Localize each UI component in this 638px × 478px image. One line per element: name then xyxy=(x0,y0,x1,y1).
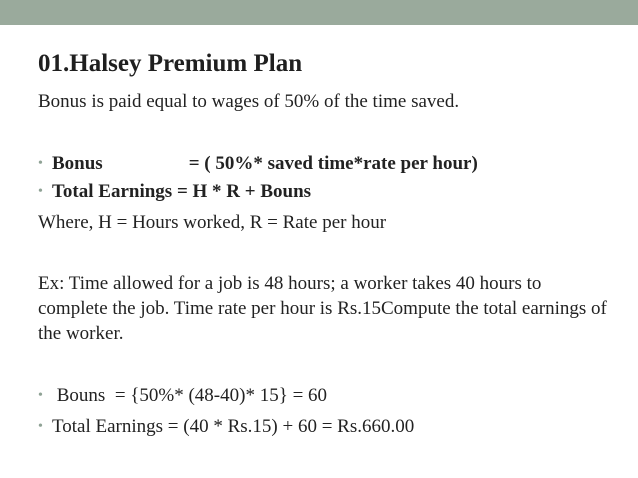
formula-bonus-label: Bonus xyxy=(52,153,103,174)
slide-title: 01.Halsey Premium Plan xyxy=(38,50,303,77)
formula-total-expression: = H * R + Bouns xyxy=(176,181,312,202)
formula-bonus-expression: = ( 50%* saved time*rate per hour) xyxy=(188,153,478,174)
formula-total-earnings xyxy=(38,180,311,203)
bullet-icon: • xyxy=(38,419,43,434)
result-bonus-text: Bouns = {50%* (48-40)* 15} = 60 xyxy=(52,385,328,406)
top-accent-bar xyxy=(0,0,638,25)
where-text: Where, H = Hours worked, R = Rate per hour xyxy=(38,212,387,233)
formula-bonus xyxy=(38,152,478,175)
bullet-icon: • xyxy=(38,184,43,199)
result-total-text: Total Earnings = (40 * Rs.15) + 60 = Rs.660.00 xyxy=(52,416,415,437)
bullet-icon: • xyxy=(38,156,43,171)
bullet-icon: • xyxy=(38,388,43,403)
formula-total-label: Total Earnings xyxy=(52,181,173,202)
intro-text: Bonus is paid equal to wages of 50% of the time saved. xyxy=(38,91,460,112)
example-text: Ex: Time allowed for a job is 48 hours; a worker takes 40 hours to complete the job. Time rate per hour is Rs.15Compute the total earnings of the worker. xyxy=(38,273,607,344)
result-total-earnings xyxy=(38,415,414,438)
result-bonus xyxy=(38,384,327,407)
